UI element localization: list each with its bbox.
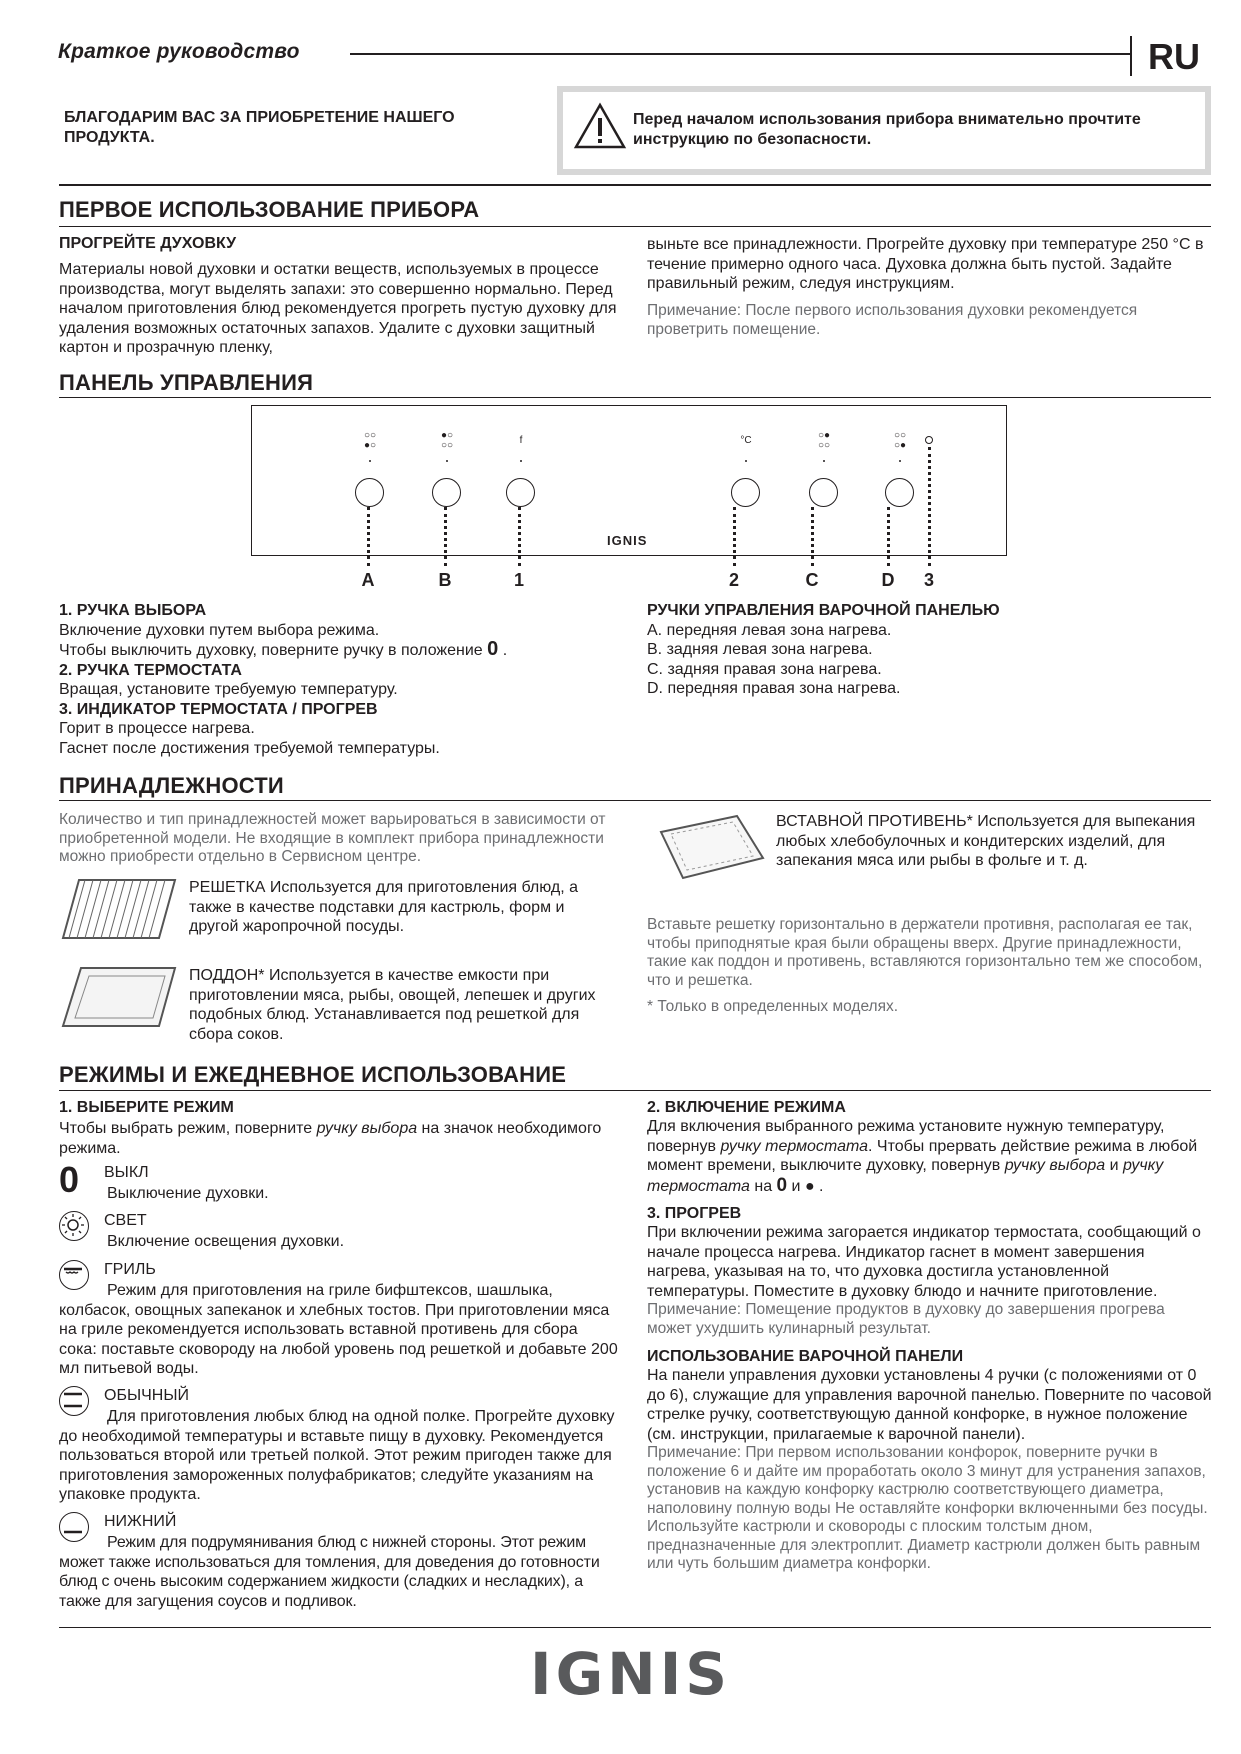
mode-conventional-desc: Для приготовления любых блюд на одной полке. Прогрейте духовку до необходимой температуры и вставьте пищу в духовку. Рекомендуется пользоваться второй или третьей полкой. Этот режим пригоден также для приготовления замороженных полуфабрикатов; следуйте указаниям на упаковке продукта. xyxy=(59,1408,615,1503)
hob-rear-right-icon: ○● ○○ xyxy=(817,430,831,451)
mode-light-name: СВЕТ xyxy=(104,1212,147,1229)
leader-line xyxy=(444,507,447,566)
selector-knob-off-line: Чтобы выключить духовку, поверните ручку в положение 0 . xyxy=(59,638,508,660)
mode-grill-desc: Режим для приготовления на гриле бифштексов, шашлыка, колбасок, овощных запеканок и хлебных тостов. При приготовлении мяса на гриле рекомендуется использовать вставной противень для сбора сока: поставьте сковороду на любой уровень под решеткой и добавьте 200 мл питьевой воды. xyxy=(59,1282,618,1377)
accessories-intro: Количество и тип принадлежностей может варьироваться в зависимости от приобретенной модели. Не входящие в комплект прибора принадлежности можно приобрести отдельно в Сервисном центре. xyxy=(59,811,606,865)
section-rule xyxy=(59,397,1211,398)
drip-pan-image xyxy=(59,962,179,1032)
leader-line xyxy=(887,507,890,566)
mode-off-name: ВЫКЛ xyxy=(104,1164,149,1181)
thermostat-icon: °C xyxy=(740,435,752,446)
thermostat-lamp xyxy=(925,436,933,444)
thermostat-knob-line: Вращая, установите требуемую температуру. xyxy=(59,681,398,698)
hob-front-right-icon: ○○ ○● xyxy=(893,430,907,451)
warning-icon xyxy=(573,102,627,150)
guide-title: Краткое руководство xyxy=(58,40,300,63)
knob-marker xyxy=(899,460,901,462)
thermostat-off-symbol: ● xyxy=(804,1177,815,1195)
mode-off-desc: Выключение духовки. xyxy=(107,1185,269,1202)
knob-b xyxy=(432,478,461,507)
panel-brand-logo: IGNIS xyxy=(607,533,648,548)
selector-icon: f xyxy=(519,435,523,446)
accessories-footnote: * Только в определенных моделях. xyxy=(647,998,899,1015)
light-icon xyxy=(59,1211,89,1241)
thermostat-lamp-line: Гаснет после достижения требуемой температуры. xyxy=(59,739,440,757)
off-symbol: 0 xyxy=(487,638,499,660)
mode-grill-name: ГРИЛЬ xyxy=(104,1261,156,1278)
section-rule xyxy=(59,1090,1211,1091)
brand-logo: IGNIS xyxy=(530,1640,732,1708)
preheat-subheading: ПРОГРЕЙТЕ ДУХОВКУ xyxy=(59,235,237,252)
off-symbol: 0 xyxy=(776,1174,788,1196)
hob-knobs-list xyxy=(647,601,1212,699)
preheat-note: Примечание: Помещение продуктов в духовку до завершения прогрева может ухудшить кулинарный результат. xyxy=(647,1301,1165,1337)
selector-knob-title: 1. РУЧКА ВЫБОРА xyxy=(59,602,207,619)
activate-mode-text: Для включения выбранного режима установите нужную температуру, повернув ручку термостата. Чтобы прервать действие режима в любой момент времени, выключите духовку, повернув ручку выбора и ручку термостата на 0 и ● . xyxy=(647,1118,1198,1196)
knob-marker xyxy=(823,460,825,462)
baking-tray-image xyxy=(647,812,767,882)
label-1: 1 xyxy=(513,570,524,590)
baking-tray-text: ВСТАВНОЙ ПРОТИВЕНЬ* Используется для выпекания любых хлебобулочных и кондитерских изделий, для запекания мяса или рыбы в фольге и т. д. xyxy=(776,813,1196,869)
knob-d xyxy=(885,478,914,507)
hob-knob-item: A. передняя левая зона нагрева. xyxy=(647,621,892,639)
hob-knobs-title: РУЧКИ УПРАВЛЕНИЯ ВАРОЧНОЙ ПАНЕЛЬЮ xyxy=(647,602,1000,619)
preheat-text: При включении режима загорается индикатор термостата, сообщающий о начале процесса нагрева. Индикатор гаснет в момент завершения нагрева, указывая на то, что духовка достигла установленной температуры. Поместите в духовку блюдо и начните приготовление. xyxy=(647,1224,1201,1300)
knob-a xyxy=(355,478,384,507)
hob-front-left-icon: ○○ ●○ xyxy=(363,430,377,451)
knob-marker xyxy=(745,460,747,462)
footer-rule xyxy=(59,1627,1211,1628)
leader-line xyxy=(811,507,814,566)
hob-use-title: ИСПОЛЬЗОВАНИЕ ВАРОЧНОЙ ПАНЕЛИ xyxy=(647,1348,964,1365)
label-a: A xyxy=(361,570,375,590)
selector-knob-line: Включение духовки путем выбора режима. xyxy=(59,621,380,639)
header-rule xyxy=(350,53,1130,55)
header-divider xyxy=(1130,36,1132,76)
knob-marker xyxy=(446,460,448,462)
leader-line xyxy=(367,507,370,566)
hob-knob-item: C. задняя правая зона нагрева. xyxy=(647,660,882,678)
selector-knob xyxy=(506,478,535,507)
insert-instructions: Вставьте решетку горизонтально в держатели противня, располагая ее так, чтобы приподнятые края были обращены вверх. Другие принадлежности, такие как поддон и противень, вставляются горизонтально тем же способом, что и решетка. xyxy=(647,916,1203,989)
thermostat-lamp-line: Горит в процессе нагрева. xyxy=(59,720,255,737)
first-use-note: Примечание: После первого использования духовки рекомендуется проветрить помещение. xyxy=(647,302,1138,338)
wire-rack-image xyxy=(59,874,179,944)
hob-rear-left-icon: ●○ ○○ xyxy=(440,430,454,451)
safety-warning-text: Перед началом использования прибора внимательно прочтите инструкцию по безопасности. xyxy=(633,111,1141,148)
preheat-title: 3. ПРОГРЕВ xyxy=(647,1205,742,1222)
knob-c xyxy=(809,478,838,507)
hob-knob-item: D. передняя правая зона нагрева. xyxy=(647,680,901,697)
section-rule xyxy=(59,800,1211,801)
hob-knob-item: B. задняя левая зона нагрева. xyxy=(647,641,873,658)
label-d: D xyxy=(881,570,895,590)
knob-marker xyxy=(369,460,371,462)
accessories-heading: ПРИНАДЛЕЖНОСТИ xyxy=(59,773,284,798)
control-panel-diagram xyxy=(251,405,1007,556)
activate-mode-title: 2. ВКЛЮЧЕНИЕ РЕЖИМА xyxy=(647,1099,846,1116)
leader-line xyxy=(733,507,736,566)
modes-right-column xyxy=(647,1099,1212,1574)
mode-light-desc: Включение освещения духовки. xyxy=(107,1233,345,1250)
section-rule xyxy=(59,184,1211,186)
leader-line xyxy=(928,447,931,566)
mode-bottom-desc: Режим для подрумянивания блюд с нижней стороны. Этот режим может также использоваться для томления, для доведения до готовности блюд с очень высоким содержанием жидкости (сладких и несладких), а также для загущения соусов и подливок. xyxy=(59,1534,600,1610)
label-3: 3 xyxy=(923,570,934,590)
control-panel-heading: ПАНЕЛЬ УПРАВЛЕНИЯ xyxy=(59,370,314,395)
mode-bottom-name: НИЖНИЙ xyxy=(104,1513,177,1530)
select-mode-text: Чтобы выбрать режим, поверните ручку выбора на значок необходимого режима. xyxy=(59,1120,602,1157)
first-use-text-left: Материалы новой духовки и остатки веществ, используемых в процессе производства, могут выделять запахи: это совершенно нормально. Перед началом приготовления блюд рекомендуется прогреть пустую духовку для удаления возможных остаточных запахов. Удалите с духовки защитный картон и прозрачную пленку, xyxy=(59,261,617,356)
knob-marker xyxy=(520,460,522,462)
safety-warning-box xyxy=(557,86,1211,175)
drip-pan-text: ПОДДОН* Используется в качестве емкости при приготовлении мяса, рыбы, овощей, лепешек и других подобных блюд. Устанавливается под решеткой для сбора соков. xyxy=(189,967,596,1043)
thermostat-lamp-title: 3. ИНДИКАТОР ТЕРМОСТАТА / ПРОГРЕВ xyxy=(59,700,378,718)
thermostat-knob xyxy=(731,478,760,507)
label-b: B xyxy=(438,570,452,590)
wire-rack-text: РЕШЕТКА Используется для приготовления блюд, а также в качестве подставки для кастрюль, форм и другой жаропрочной посуды. xyxy=(189,879,579,935)
modes-heading: РЕЖИМЫ И ЕЖЕДНЕВНОЕ ИСПОЛЬЗОВАНИЕ xyxy=(59,1062,567,1087)
thermostat-knob-title: 2. РУЧКА ТЕРМОСТАТА xyxy=(59,661,242,679)
leader-line xyxy=(518,507,521,566)
section-rule xyxy=(59,226,1211,227)
first-use-text-right: выньте все принадлежности. Прогрейте духовку при температуре 250 °C в течение примерно одного часа. Духовка должна быть пустой. Задайте правильный режим, следуя инструкциям. xyxy=(647,236,1204,292)
hob-use-note: Примечание: При первом использовании конфорок, поверните ручки в положение 6 и дайте им проработать около 3 минут для устранения запахов, установив на каждую конфорку кастрюлю соответствующего диаметра, наполовину полную воды Не оставляйте конфорки включенными без посуды. Используйте кастрюли и сковороды с плоским толстым дном, предназначенные для электроплит. Диаметр кастрюли должен быть равным или чуть большим диаметра конфорки. xyxy=(647,1444,1208,1572)
off-icon: 0 xyxy=(59,1159,80,1200)
language-code: RU xyxy=(1148,36,1200,77)
select-mode-title: 1. ВЫБЕРИТЕ РЕЖИМ xyxy=(59,1099,234,1116)
hob-use-text: На панели управления духовки установлены 4 ручки (с положениями от 0 до 6), служащие для управления варочной панелью. Поверните по часовой стрелке ручку, соответствующую данной конфорке, в нужное положение (см. инструкции, прилагаемые к варочной панели). xyxy=(647,1367,1212,1443)
label-c: C xyxy=(805,570,819,590)
control-descriptions xyxy=(59,601,629,758)
label-2: 2 xyxy=(728,570,739,590)
mode-conventional-name: ОБЫЧНЫЙ xyxy=(104,1387,189,1404)
thanks-text: БЛАГОДАРИМ ВАС ЗА ПРИОБРЕТЕНИЕ НАШЕГО ПРОДУКТА. xyxy=(64,109,455,146)
first-use-heading: ПЕРВОЕ ИСПОЛЬЗОВАНИЕ ПРИБОРА xyxy=(59,197,480,222)
